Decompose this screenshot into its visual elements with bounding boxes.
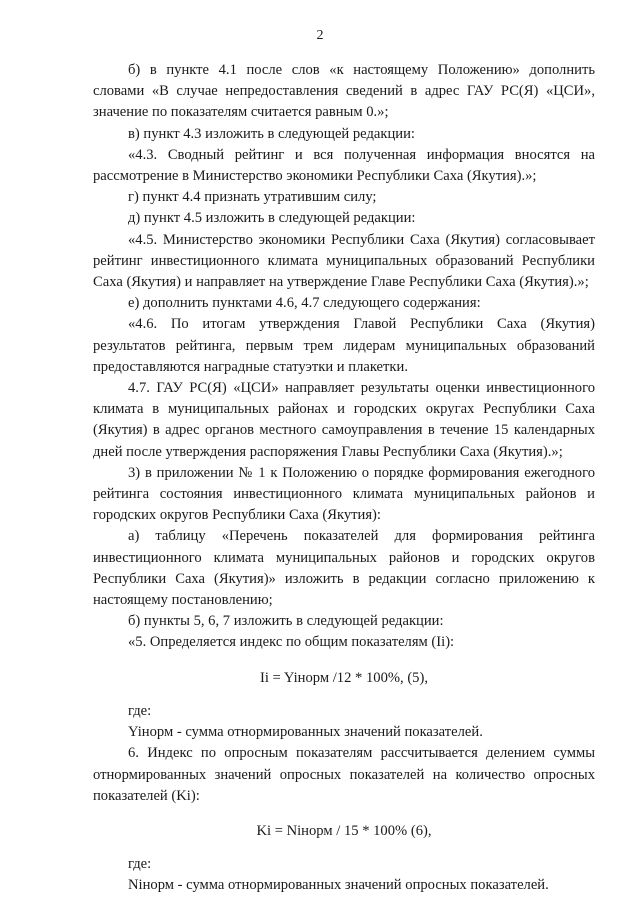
document-body: [93, 60, 595, 897]
paragraph: «5. Определяется индекс по общим показателям (Ii):: [128, 634, 455, 651]
paragraph: д) пункт 4.5 изложить в следующей редакции:: [128, 210, 416, 227]
paragraph: а) таблицу «Перечень показателей для формирования рейтинга инвестиционного климата муниципальных районов и городских округов Республики Саха (Якутия)» изложить в редакции согласно приложению к настоящему постановлению;: [93, 528, 595, 609]
paragraph: где:: [128, 856, 152, 873]
paragraph: 4.7. ГАУ РС(Я) «ЦСИ» направляет результаты оценки инвестиционного климата в муниципальных районах и городских округах Республики Саха (Якутия) в адрес органов местного самоуправления в течение 15 календарных дней после утверждения распоряжения Главы Республики Саха (Якутия).»;: [93, 380, 595, 460]
paragraph: е) дополнить пунктами 4.6, 4.7 следующего содержания:: [128, 295, 481, 312]
paragraph: 3) в приложении № 1 к Положению о порядке формирования ежегодного рейтинга состояния инвестиционного климата муниципальных районов и городских округов Республики Саха (Якутия):: [93, 464, 595, 524]
paragraph: «4.3. Сводный рейтинг и вся полученная информация вносятся на рассмотрение в Министерство экономики Республики Саха (Якутия).»;: [93, 146, 595, 185]
formula-6: Ki = Niнорм / 15 * 100% (6),: [256, 822, 432, 839]
formula-5: Ii = Yiнорм /12 * 100%, (5),: [259, 669, 428, 686]
paragraph: Yiнорм - сумма отнормированных значений показателей.: [128, 724, 483, 741]
paragraph: г) пункт 4.4 признать утратившим силу;: [128, 189, 377, 206]
paragraph: б) в пункте 4.1 после слов «к настоящему Положению» дополнить словами «В случае непредоставления сведений в адрес ГАУ РС(Я) «ЦСИ», значение по показателям считается равным 0.»;: [93, 62, 595, 121]
paragraph: «4.6. По итогам утверждения Главой Республики Саха (Якутия) результатов рейтинга, первым трем лидерам муниципальных образований предоставляются наградные статуэтки и плакетки.: [93, 316, 595, 375]
paragraph: «4.5. Министерство экономики Республики Саха (Якутия) согласовывает рейтинг инвестиционного климата муниципальных образований Республики Саха (Якутия) и направляет на утверждение Главе Республики Саха (Якутия).»;: [93, 231, 595, 291]
paragraph: Niнорм - сумма отнормированных значений опросных показателей.: [128, 877, 549, 894]
paragraph: в) пункт 4.3 изложить в следующей редакции:: [128, 125, 415, 142]
paragraph: 6. Индекс по опросным показателям рассчитывается делением суммы отнормированных значений опросных показателей на количество опросных показателей (Ki):: [93, 745, 595, 804]
paragraph: б) пункты 5, 6, 7 изложить в следующей редакции:: [128, 613, 444, 630]
page-number: 2: [316, 28, 324, 43]
paragraph: где:: [128, 702, 152, 719]
